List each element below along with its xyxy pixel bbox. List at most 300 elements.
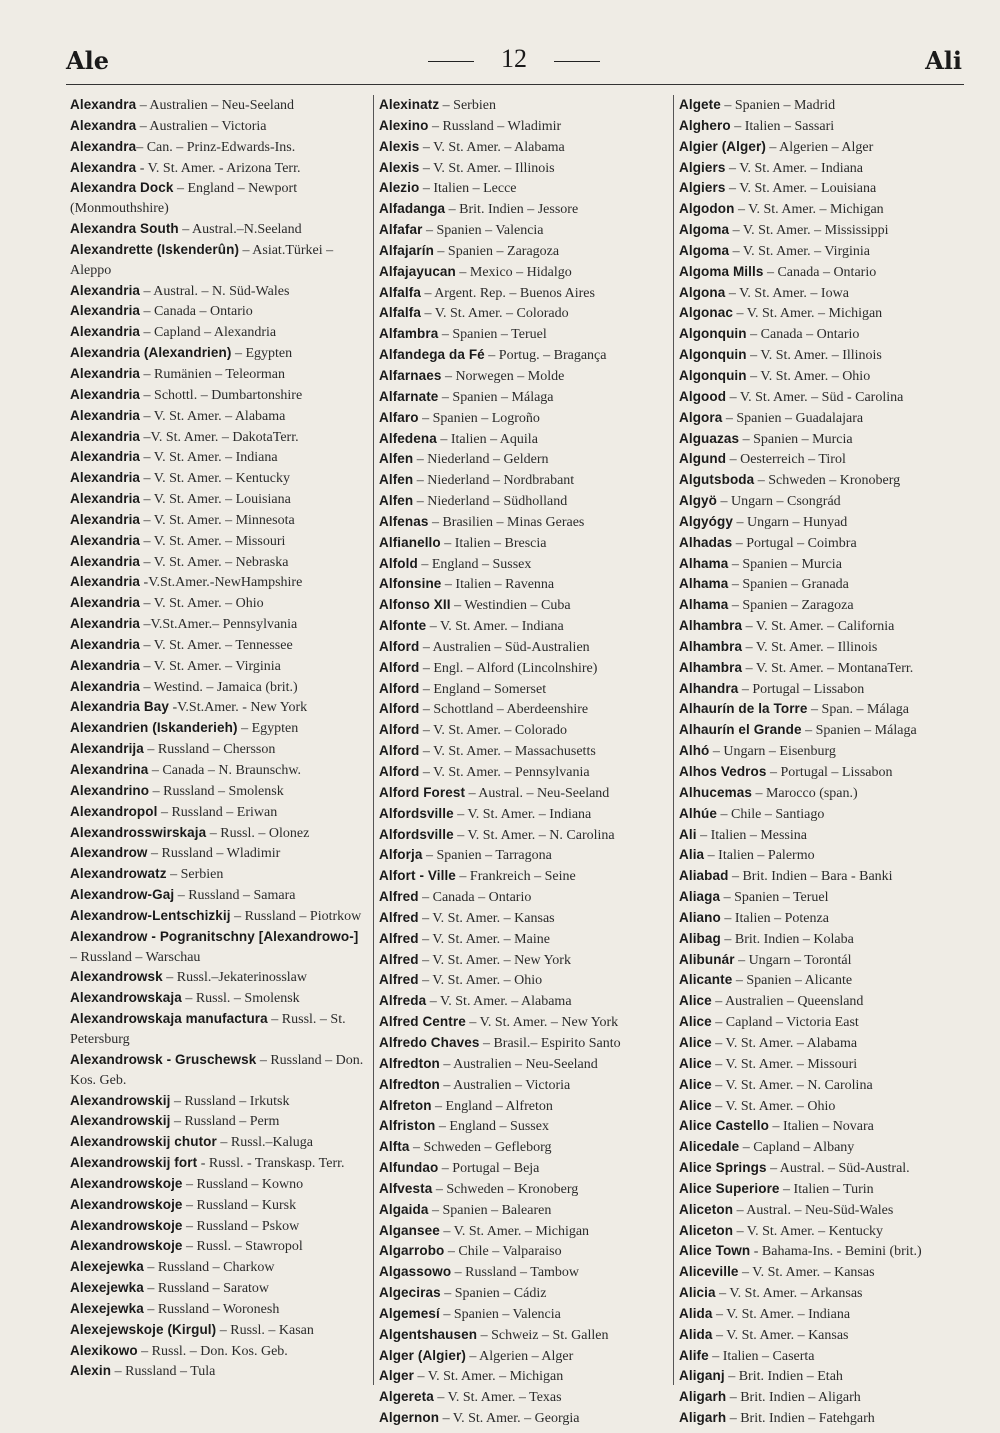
entry-location: – Spanien – Guadalajara xyxy=(722,410,864,426)
entry-location: – V. St. Amer. – Michigan xyxy=(734,202,884,218)
entry-headword: Alexandrow-Lentschizkij xyxy=(70,907,231,923)
entry-headword: Alexandrow xyxy=(70,845,148,861)
gazetteer-entry xyxy=(70,95,366,116)
entry-headword: Alexandrowskij chutor xyxy=(70,1134,217,1150)
gazetteer-entry xyxy=(374,1304,670,1325)
entry-headword: Aliceton xyxy=(679,1201,734,1217)
entry-location: – V. St. Amer. – MontanaTerr. xyxy=(742,660,914,676)
entry-location: – Westind. – Jamaica (brit.) xyxy=(140,679,298,695)
entry-location: – Niederland – Südholland xyxy=(413,494,568,510)
gazetteer-entry xyxy=(374,1262,670,1283)
page-header xyxy=(66,38,962,84)
gazetteer-entry xyxy=(674,804,970,825)
gazetteer-entry xyxy=(374,616,670,637)
entry-headword: Alfreton xyxy=(379,1097,432,1113)
gazetteer-entry xyxy=(674,1116,970,1137)
entry-headword: Alexandrowskij xyxy=(70,1092,171,1108)
entry-location: – England – Sussex xyxy=(417,556,532,572)
gazetteer-entry xyxy=(374,449,670,470)
entry-location: – V. St. Amer. – Iowa xyxy=(725,285,849,301)
entry-headword: Alfajayucan xyxy=(379,263,456,279)
entry-location: – Spanien – Madrid xyxy=(720,98,836,113)
gazetteer-entry xyxy=(674,408,970,429)
gazetteer-entry xyxy=(374,1325,670,1346)
entry-location: – Portug. – Bragança xyxy=(484,348,607,364)
entry-headword: Algoma xyxy=(679,242,730,258)
entry-headword: Algonac xyxy=(679,305,733,321)
entry-headword: Alexandria xyxy=(70,365,141,381)
entry-headword: Algaida xyxy=(379,1201,429,1217)
entry-location: – V. St. Amer. – Arkansas xyxy=(715,1286,863,1302)
entry-location: – Chile – Santiago xyxy=(717,806,825,822)
entry-location: – V. St. Amer. – Alabama xyxy=(711,1035,858,1051)
entry-location: – V. St. Amer. – Kansas xyxy=(712,1327,849,1343)
entry-location: – V. St. Amer. – Alabama xyxy=(426,994,572,1010)
entry-location: – Spanien – Teruel xyxy=(438,327,547,343)
gazetteer-entry xyxy=(374,408,670,429)
entry-headword: Alhaurín el Grande xyxy=(679,722,802,738)
entry-headword: Alfambra xyxy=(379,326,439,342)
gazetteer-entry xyxy=(70,1153,366,1174)
gazetteer-entry xyxy=(674,1262,970,1283)
entry-headword: Alife xyxy=(679,1347,709,1363)
entry-location: – Russland – Piotrkow xyxy=(230,908,362,924)
gazetteer-entry xyxy=(70,1278,366,1299)
gazetteer-entry xyxy=(674,554,970,575)
entry-headword: Alford xyxy=(379,743,420,759)
gazetteer-entry xyxy=(70,927,366,968)
gazetteer-entry xyxy=(374,720,670,741)
entry-headword: Aligarh xyxy=(679,1410,727,1426)
entry-headword: Alexino xyxy=(379,117,429,133)
entry-headword: Alford xyxy=(379,701,420,717)
entry-headword: Algonquin xyxy=(679,326,747,342)
entry-headword: Alida xyxy=(679,1305,713,1321)
entry-location: – Capland – Alexandria xyxy=(140,325,277,341)
entry-location: – V. St. Amer. – Mississippi xyxy=(729,223,889,239)
entry-headword: Alida xyxy=(679,1326,713,1342)
entry-headword: Alhama xyxy=(679,555,729,571)
entry-headword: Algyö xyxy=(679,493,718,509)
gazetteer-entry xyxy=(374,1137,670,1158)
gazetteer-entry xyxy=(674,1096,970,1117)
entry-headword: Alexandra xyxy=(70,117,137,133)
entry-location: – V. St. Amer. – Pennsylvania xyxy=(419,765,590,780)
gazetteer-entry xyxy=(674,1325,970,1346)
entry-location: – Russland – Smolensk xyxy=(149,783,284,799)
entry-location: – V. St. Amer. – Ohio xyxy=(711,1098,836,1114)
gazetteer-entry xyxy=(374,429,670,450)
entry-location: – Russl. – Don. Kos. Geb. xyxy=(137,1343,288,1359)
entry-headword: Alia xyxy=(679,847,705,863)
entry-location: – V. St. Amer. – Illinois xyxy=(742,639,878,655)
entry-location: – Portugal – Lissabon xyxy=(766,765,893,780)
entry-headword: Alfajarín xyxy=(379,242,434,258)
gazetteer-entry xyxy=(374,1366,670,1387)
entry-location: – Ungarn – Eisenburg xyxy=(709,744,836,760)
entry-headword: Alhos Vedros xyxy=(679,764,767,779)
entry-location: – Austral. – N. Süd-Wales xyxy=(140,283,290,299)
entry-location: – Russland – Pskow xyxy=(182,1218,300,1234)
entry-headword: Alexejewka xyxy=(70,1300,144,1316)
entry-headword: Algemesí xyxy=(379,1305,440,1321)
entry-headword: Alfalfa xyxy=(379,305,421,321)
gazetteer-entry xyxy=(674,1158,970,1179)
entry-headword: Algona xyxy=(679,284,726,300)
entry-location: – V. St. Amer. – New York xyxy=(465,1015,619,1031)
entry-headword: Alfundao xyxy=(379,1160,439,1176)
entry-headword: Alexandria xyxy=(70,324,141,340)
gazetteer-entry xyxy=(70,635,366,656)
entry-headword: Alexandrow - Pogranitschny [Alexandrowo-] xyxy=(70,928,359,944)
entry-location: – V. St. Amer. – Colorado xyxy=(419,723,568,739)
entry-headword: Alhaurín de la Torre xyxy=(679,701,808,717)
entry-headword: Alfedena xyxy=(379,430,437,446)
entry-location: – V. St. Amer. – Tennessee xyxy=(140,637,293,653)
gazetteer-entry xyxy=(674,1387,970,1408)
entry-location: – Egypten xyxy=(231,346,293,362)
entry-location: – Russland – Warschau xyxy=(70,949,201,965)
entry-location: – Schottland – Aberdeenshire xyxy=(419,702,589,718)
entry-headword: Alice xyxy=(679,1014,712,1030)
entry-headword: Alfriston xyxy=(379,1118,436,1134)
entry-location: – V. St. Amer. – Kansas xyxy=(418,910,555,926)
gazetteer-entry xyxy=(374,908,670,929)
gazetteer-entry xyxy=(674,845,970,866)
entry-headword: Alexandrowskij fort xyxy=(70,1155,198,1171)
entry-location: – V. St. Amer. – Süd - Carolina xyxy=(726,389,904,405)
entry-headword: Alhadas xyxy=(679,534,733,550)
gazetteer-entry xyxy=(70,1257,366,1278)
gazetteer-entry xyxy=(374,970,670,991)
entry-location: – Russland – Tambow xyxy=(451,1265,580,1281)
entry-headword: Alhandra xyxy=(679,680,739,696)
gazetteer-entry xyxy=(374,220,670,241)
gazetteer-entry xyxy=(374,637,670,658)
entry-location: – V. St. Amer. – Indiana xyxy=(426,619,564,635)
entry-location: – V. St. Amer. – Indiana xyxy=(712,1306,851,1322)
gazetteer-entry xyxy=(374,1283,670,1304)
entry-headword: Aliaga xyxy=(679,889,721,905)
gazetteer-entry xyxy=(374,1179,670,1200)
entry-location: – V. St. Amer. – N. Carolina xyxy=(453,827,615,843)
gazetteer-entry xyxy=(70,219,366,240)
entry-location: – Russland – Kowno xyxy=(182,1176,304,1192)
entry-headword: Algonquin xyxy=(679,347,747,363)
entry-location: – Serbien xyxy=(166,867,224,883)
entry-location: – Frankreich – Seine xyxy=(455,869,576,885)
gazetteer-entry xyxy=(70,364,366,385)
gazetteer-entry xyxy=(70,281,366,302)
entry-headword: Alexandrowskij xyxy=(70,1113,171,1129)
entry-location: – V. St. Amer. – Ohio xyxy=(140,596,264,612)
entry-location: – Egypten xyxy=(237,721,299,737)
entry-headword: Alexandrina xyxy=(70,762,149,777)
entry-location: – Schweiz – St. Gallen xyxy=(477,1327,609,1343)
gazetteer-entry xyxy=(674,929,970,950)
gazetteer-entry xyxy=(374,741,670,762)
gazetteer-entry xyxy=(374,1387,670,1408)
entry-location: – Span. – Málaga xyxy=(807,702,910,718)
gazetteer-entry xyxy=(374,1033,670,1054)
gazetteer-entry xyxy=(674,991,970,1012)
entry-headword: Alfen xyxy=(379,451,414,467)
gazetteer-entry xyxy=(674,1408,970,1429)
entry-location: – Russland – Perm xyxy=(170,1114,280,1130)
entry-headword: Alfta xyxy=(379,1139,410,1155)
entry-location: – Russl. – Stawropol xyxy=(182,1239,303,1255)
entry-headword: Algarrobo xyxy=(379,1243,445,1259)
gazetteer-entry xyxy=(674,491,970,512)
gazetteer-entry xyxy=(70,1009,366,1050)
gazetteer-entry xyxy=(674,720,970,741)
gazetteer-entry xyxy=(374,554,670,575)
entry-headword: Alfordsville xyxy=(379,805,454,821)
entry-headword: Algassowo xyxy=(379,1264,452,1280)
entry-location: – Spanien – Málaga xyxy=(801,723,917,739)
gazetteer-entry xyxy=(374,1012,670,1033)
entry-headword: Alexandrowsk - Gruschewsk xyxy=(70,1051,257,1067)
entry-headword: Algiers xyxy=(679,180,726,196)
entry-headword: Algodon xyxy=(679,201,735,217)
entry-location: – V. St. Amer. – Nebraska xyxy=(140,554,289,570)
gazetteer-entry xyxy=(674,324,970,345)
entry-location: – Portugal – Coimbra xyxy=(732,535,857,551)
entry-headword: Algutsboda xyxy=(679,472,755,488)
entry-headword: Alice xyxy=(679,1076,712,1092)
entry-headword: Alexinatz xyxy=(379,97,440,112)
gazetteer-entry xyxy=(70,158,366,179)
entry-location: – Italien – Palermo xyxy=(704,848,815,864)
gazetteer-entry xyxy=(374,950,670,971)
column-1 xyxy=(70,95,366,1385)
entry-location: – Schweden – Kronoberg xyxy=(432,1181,579,1197)
gazetteer-entry xyxy=(374,324,670,345)
gazetteer-entry xyxy=(374,95,670,116)
gazetteer-entry xyxy=(374,887,670,908)
entry-headword: Alicante xyxy=(679,972,733,988)
entry-headword: Algeciras xyxy=(379,1285,441,1301)
entry-headword: Aliceville xyxy=(679,1264,739,1280)
entry-headword: Alford xyxy=(379,722,420,738)
gazetteer-entry xyxy=(70,1050,366,1091)
entry-location: – Brit. Indien – Jessore xyxy=(445,202,579,218)
entry-headword: Aliabad xyxy=(679,868,729,884)
entry-location: – Russland – Eriwan xyxy=(157,804,278,820)
entry-headword: Alfordsville xyxy=(379,826,454,842)
entry-location: – Austral. – Süd-Austral. xyxy=(766,1161,910,1177)
entry-location: – V. St. Amer. – Louisiana xyxy=(725,181,877,197)
entry-headword: Alfred xyxy=(379,909,419,925)
entry-headword: Alice Springs xyxy=(679,1160,767,1176)
entry-location: – Russland – Woronesh xyxy=(143,1301,280,1317)
entry-headword: Alexandria xyxy=(70,595,141,611)
entry-location: – Russland – Kursk xyxy=(182,1197,297,1213)
entry-headword: Alexandrowskoje xyxy=(70,1238,183,1254)
entry-headword: Alfenas xyxy=(379,513,429,529)
entry-location: – V. St. Amer. – Illinois xyxy=(419,160,555,176)
entry-headword: Alexandrosswirskaja xyxy=(70,824,207,840)
entry-headword: Aligarh xyxy=(679,1389,727,1405)
entry-headword: Alfold xyxy=(379,555,418,571)
gazetteer-entry xyxy=(674,1054,970,1075)
entry-headword: Alfred xyxy=(379,951,419,967)
gazetteer-entry xyxy=(374,866,670,887)
gazetteer-entry xyxy=(374,762,670,783)
entry-location: – Westindien – Cuba xyxy=(450,598,571,614)
entry-headword: Alexandrette (Iskenderûn) xyxy=(70,241,240,257)
gazetteer-entry xyxy=(674,1283,970,1304)
entry-location: – Russland – Saratow xyxy=(143,1281,270,1297)
right-running-head: Ali xyxy=(925,46,962,75)
entry-location: – Canada – N. Braunschw. xyxy=(148,763,302,778)
entry-location: – V. St. Amer. – Indiana xyxy=(140,450,278,466)
gazetteer-entry xyxy=(374,158,670,179)
entry-headword: Alexandrowsk xyxy=(70,969,163,985)
entry-location: – Russland – Charkow xyxy=(143,1260,275,1276)
entry-headword: Alhama xyxy=(679,597,729,613)
page-number: 12 xyxy=(428,44,600,74)
entry-location: – Russl.–Jekaterinosslaw xyxy=(162,970,307,986)
entry-headword: Alfort - Ville xyxy=(379,868,456,884)
entry-location: – Spanien – Murcia xyxy=(728,556,842,572)
gazetteer-entry xyxy=(374,491,670,512)
entry-location: – Australien – Victoria xyxy=(136,118,267,134)
gazetteer-entry xyxy=(70,781,366,802)
gazetteer-entry xyxy=(70,1320,366,1341)
entry-location: – V. St. Amer. – New York xyxy=(418,952,571,968)
entry-location: – Russland – Wladimir xyxy=(147,846,281,862)
entry-location: – Brit. Indien – Fatehgarh xyxy=(726,1411,875,1427)
gazetteer-entry xyxy=(374,804,670,825)
gazetteer-entry xyxy=(70,385,366,406)
entry-headword: Alhambra xyxy=(679,618,743,634)
gazetteer-entry xyxy=(674,825,970,846)
entry-location: – Italien – Aquila xyxy=(436,431,538,447)
gazetteer-entry xyxy=(70,1132,366,1153)
gazetteer-entry xyxy=(70,178,366,219)
entry-headword: Alford xyxy=(379,638,420,654)
gazetteer-entry xyxy=(374,345,670,366)
entry-location: - V. St. Amer. - Arizona Terr. xyxy=(136,160,301,176)
entry-headword: Alfreda xyxy=(379,993,427,1009)
gazetteer-entry xyxy=(374,1158,670,1179)
entry-headword: Alexandrow-Gaj xyxy=(70,887,175,903)
entry-location: – Schweden – Kronoberg xyxy=(754,473,901,489)
gazetteer-entry xyxy=(70,1195,366,1216)
entry-location: – V. St. Amer. – Illinois xyxy=(746,348,882,364)
entry-location: – V. St. Amer. – Michigan xyxy=(439,1223,590,1239)
entry-headword: Alexandrien (Iskanderieh) xyxy=(70,720,238,736)
entry-headword: Alibunár xyxy=(679,951,735,967)
entry-location: – V. St. Amer. – Massachusetts xyxy=(419,744,596,760)
gazetteer-entry xyxy=(70,967,366,988)
entry-headword: Alexikowo xyxy=(70,1342,138,1358)
gazetteer-entry xyxy=(70,843,366,864)
entry-location: – V. St. Amer. – Michigan xyxy=(414,1369,564,1385)
gazetteer-entry xyxy=(374,283,670,304)
entry-location: – Niederland – Nordbrabant xyxy=(413,473,575,489)
entry-location: – V. St. Amer. – Ohio xyxy=(746,368,871,384)
entry-headword: Alexandria (Alexandrien) xyxy=(70,345,232,361)
entry-headword: Alexis xyxy=(379,159,420,175)
entry-location: – Portugal – Beja xyxy=(438,1161,540,1177)
entry-headword: Alexandria xyxy=(70,636,141,652)
entry-location: – Russland – Wladimir xyxy=(428,118,562,134)
gazetteer-entry xyxy=(374,262,670,283)
entry-location: – Brasil.– Espirito Santo xyxy=(479,1035,621,1051)
gazetteer-entry xyxy=(374,512,670,533)
gazetteer-entry xyxy=(374,595,670,616)
gazetteer-entry xyxy=(674,95,970,116)
gazetteer-entry xyxy=(674,866,970,887)
column-3 xyxy=(673,95,970,1427)
entry-headword: Alfadanga xyxy=(379,201,446,217)
entry-headword: Alexandrowskoje xyxy=(70,1217,183,1233)
entry-location: – Austral. – Neu-Seeland xyxy=(465,785,610,801)
entry-headword: Alexandria xyxy=(70,491,141,507)
gazetteer-entry xyxy=(674,199,970,220)
gazetteer-entry xyxy=(70,468,366,489)
entry-location: – Spanien – Balearen xyxy=(428,1202,552,1218)
entry-headword: Alexandria xyxy=(70,282,141,298)
entry-location: – Niederland – Geldern xyxy=(413,452,549,468)
gazetteer-entry xyxy=(674,950,970,971)
gazetteer-entry xyxy=(374,241,670,262)
entry-location: – Oesterreich – Tirol xyxy=(726,452,846,468)
entry-headword: Algonquin xyxy=(679,367,747,383)
gazetteer-entry xyxy=(70,614,366,635)
gazetteer-entry xyxy=(674,366,970,387)
entry-headword: Alfaro xyxy=(379,409,419,425)
entry-headword: Algansee xyxy=(379,1222,440,1238)
entry-headword: Alexandrowskaja xyxy=(70,990,182,1006)
entry-location: – Italien – Novara xyxy=(768,1119,874,1135)
entry-headword: Algund xyxy=(679,451,727,467)
entry-location: - Bahama-Ins. - Bemini (brit.) xyxy=(750,1244,922,1260)
entry-headword: Alford xyxy=(379,659,420,675)
entry-location: – V. St. Amer. – Missouri xyxy=(140,533,286,549)
entry-headword: Alford xyxy=(379,764,420,779)
entry-headword: Alexin xyxy=(70,1363,112,1379)
gazetteer-entry xyxy=(674,970,970,991)
entry-location: – Russl. – Olonez xyxy=(206,825,310,841)
entry-location: – Russl.–Kaluga xyxy=(216,1135,313,1151)
entry-headword: Alexandrino xyxy=(70,782,150,798)
entry-location: – V. St. Amer. – Maine xyxy=(418,931,550,947)
gazetteer-entry xyxy=(674,303,970,324)
entry-headword: Algora xyxy=(679,409,723,425)
gazetteer-entry xyxy=(674,137,970,158)
gazetteer-entry xyxy=(70,116,366,137)
entry-location: – Spanien – Teruel xyxy=(720,890,829,906)
gazetteer-entry xyxy=(674,908,970,929)
entry-location: – Australien – Süd-Australien xyxy=(419,639,590,655)
entry-headword: Alfonte xyxy=(379,618,427,634)
entry-headword: Alger (Algier) xyxy=(379,1347,466,1363)
gazetteer-entry xyxy=(374,991,670,1012)
gazetteer-entry xyxy=(70,572,366,593)
entry-location: – Russland – Irkutsk xyxy=(170,1093,290,1109)
gazetteer-entry xyxy=(674,616,970,637)
entry-headword: Algoma Mills xyxy=(679,263,764,279)
gazetteer-entry xyxy=(374,199,670,220)
entry-location: – Mexico – Hidalgo xyxy=(455,264,572,280)
entry-headword: Aliganj xyxy=(679,1368,725,1384)
entry-headword: Alexis xyxy=(379,138,420,154)
entry-location: – V. St. Amer. – Colorado xyxy=(420,306,569,322)
entry-headword: Alfred xyxy=(379,889,419,905)
